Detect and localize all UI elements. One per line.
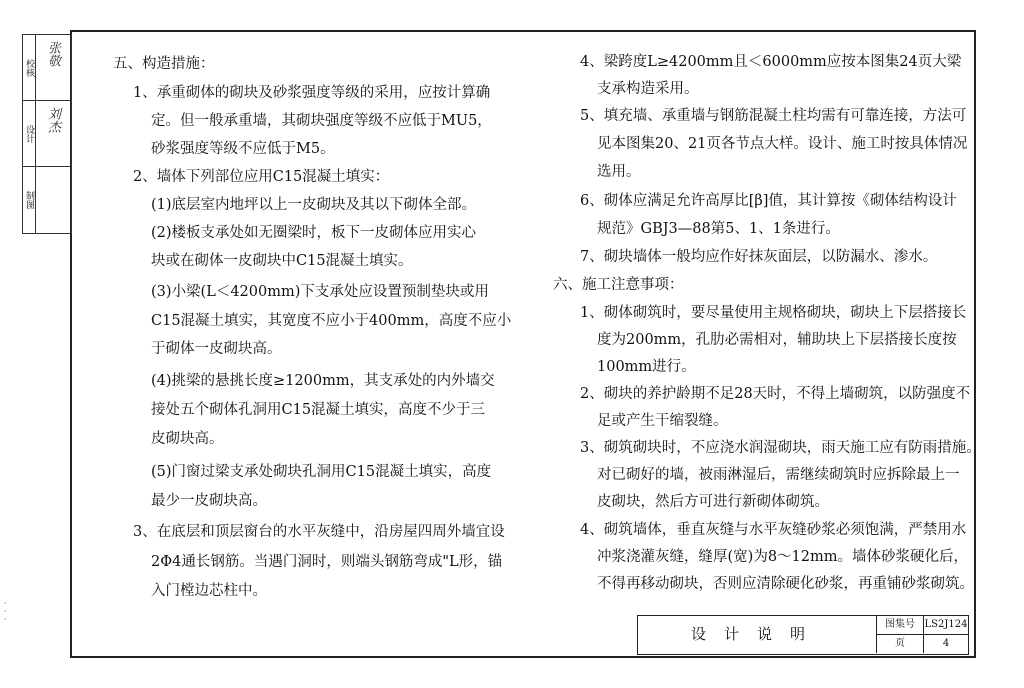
sidebar-label: 制图 — [23, 167, 36, 233]
text-line: 见本图集20、21页各节点大样。设计、施工时按具体情况 — [597, 136, 968, 152]
text-line: 定。但一般承重墙，其砌块强度等级不应低于MU5， — [151, 113, 492, 129]
text-line: 砂浆强度等级不应低于M5。 — [151, 141, 335, 157]
page-label: 页 — [877, 635, 924, 653]
text-line: (5)门窗过梁支承处砌块孔洞用C15混凝土填实，高度 — [151, 464, 492, 480]
text-line: (4)挑梁的悬挑长度≥1200mm，其支承处的内外墙交 — [151, 373, 495, 389]
atlas-number-value: LS2J124 — [924, 616, 968, 635]
signature — [37, 173, 67, 227]
text-line: 2Φ4通长钢筋。当遇门洞时，则端头钢筋弯成"L形，锚 — [151, 554, 503, 570]
atlas-number-label: 图集号 — [877, 616, 924, 635]
text-line: 7、砌块墙体一般均应作好抹灰面层，以防漏水、渗水。 — [580, 249, 938, 265]
text-line: 5、填充墙、承重墙与钢筋混凝土柱均需有可靠连接，方法可 — [580, 108, 967, 124]
text-line: 3、在底层和顶层窗台的水平灰缝中，沿房屋四周外墙宜设 — [133, 524, 505, 540]
section-heading: 五、构造措施： — [113, 56, 215, 72]
text-line: 支承构造采用。 — [597, 81, 699, 97]
text-line: 度为200mm，孔肋必需相对，辅助块上下层搭接长度按 — [597, 332, 957, 348]
text-line: 入门樘边芯柱中。 — [151, 583, 267, 599]
section-heading: 六、施工注意事项： — [553, 277, 684, 293]
text-line: 2、砌块的养护龄期不足28天时，不得上墙砌筑，以防强度不 — [580, 386, 971, 402]
page-number: 4 — [942, 638, 950, 649]
text-line: 2、墙体下列部位应用C15混凝土填实： — [133, 169, 390, 185]
title-block-title: 设计说明 — [638, 616, 877, 653]
sidebar-row-design — [23, 101, 71, 167]
text-line: 100mm进行。 — [597, 359, 696, 375]
sidebar-row-check — [23, 35, 71, 101]
text-line: 冲浆浇灌灰缝，缝厚(宽)为8～12mm。墙体砂浆硬化后， — [597, 549, 968, 565]
text-line: 于砌体一皮砌块高。 — [151, 341, 282, 357]
text-line: (1)底层室内地坪以上一皮砌块及其以下砌体全部。 — [151, 197, 477, 213]
text-line: C15混凝土填实，其宽度不应小于400mm，高度不应小 — [151, 313, 512, 329]
text-line: 4、梁跨度L≥4200mm且＜6000mm应按本图集24页大梁 — [580, 54, 962, 70]
text-line: 皮砌块，然后方可进行新砌体砌筑。 — [597, 494, 829, 510]
text-line: 6、砌体应满足允许高厚比[β]值，其计算按《砌体结构设计 — [580, 193, 957, 209]
signature-sidebar — [22, 34, 72, 234]
sidebar-label: 校核 — [23, 35, 36, 100]
text-line: 足或产生干缩裂缝。 — [597, 413, 728, 429]
signature: 刘杰 — [45, 107, 60, 133]
text-line: 1、砌体砌筑时，要尽量使用主规格砌块，砌块上下层搭接长 — [580, 305, 967, 321]
margin-marks: · · · — [4, 599, 7, 624]
text-line: 接处五个砌体孔洞用C15混凝土填实，高度不少于三 — [151, 402, 486, 418]
sidebar-label: 设计 — [23, 101, 36, 166]
text-line: 3、砌筑砌块时，不应浇水润湿砌块，雨天施工应有防雨措施。 — [580, 440, 981, 456]
text-line: 4、砌筑墙体，垂直灰缝与水平灰缝砂浆必须饱满，严禁用水 — [580, 522, 967, 538]
text-line: 最少一皮砌块高。 — [151, 493, 267, 509]
text-line: 对已砌好的墙，被雨淋湿后，需继续砌筑时应拆除最上一 — [597, 467, 960, 483]
title-block — [637, 615, 969, 655]
text-line: 规范》GBJ3—88第5、1、1条进行。 — [597, 221, 840, 237]
text-line: (2)楼板支承处如无圈梁时，板下一皮砌体应用实心 — [151, 225, 477, 241]
text-line: (3)小梁(L＜4200mm)下支承处应设置预制垫块或用 — [151, 284, 489, 300]
sidebar-row-drawing — [23, 167, 71, 233]
text-line: 1、承重砌体的砌块及砂浆强度等级的采用，应按计算确 — [133, 85, 491, 101]
text-line: 块或在砌体一皮砌块中C15混凝土填实。 — [151, 253, 413, 269]
text-line: 选用。 — [597, 164, 641, 180]
text-line: 不得再移动砌块，否则应清除硬化砂浆，再重铺砂浆砌筑。 — [597, 576, 974, 592]
signature: 张敬 — [45, 41, 60, 67]
text-line: 皮砌块高。 — [151, 431, 224, 447]
